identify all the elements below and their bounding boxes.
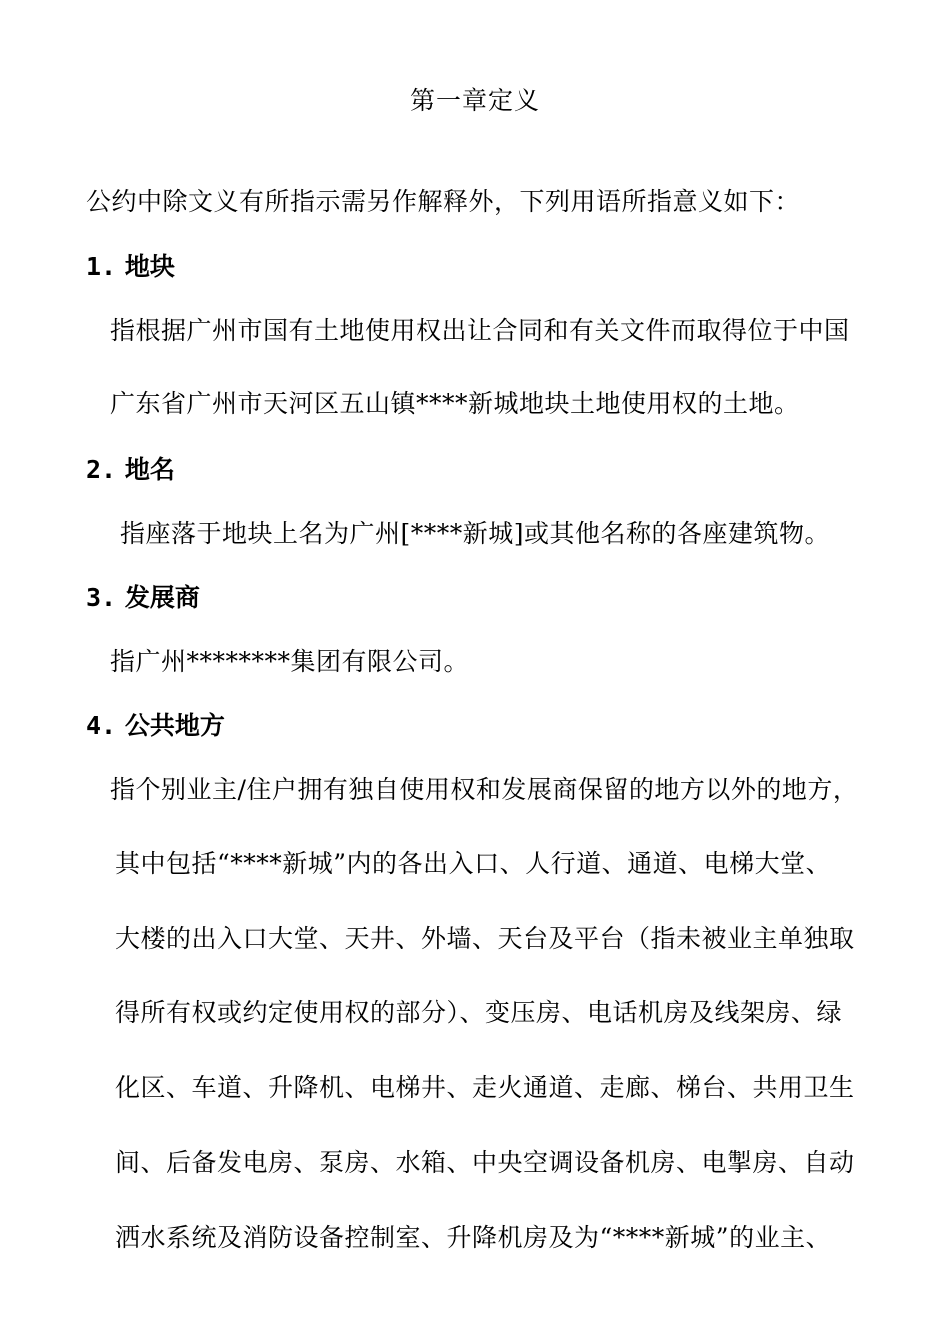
section-1-line-2: 广东省广州市天河区五山镇****新城地块土地使用权的土地。 [110,389,800,418]
section-4-line-7: 洒水系统及消防设备控制室、升降机房及为“****新城”的业主、 [115,1223,832,1252]
section-number: 1. [86,252,117,281]
chapter-title: 第一章定义 [409,86,540,115]
section-title: 发展商 [124,583,200,612]
section-title: 地名 [124,455,175,484]
section-4-line-3: 大楼的出入口大堂、天井、外墙、天台及平台（指未被业主单独取 [115,924,855,953]
intro-paragraph: 公约中除文义有所指示需另作解释外，下列用语所指意义如下： [86,187,801,216]
section-4-line-6: 间、后备发电房、泵房、水箱、中央空调设备机房、电掣房、自动 [115,1148,855,1177]
section-heading-4 [86,711,225,741]
section-heading-2 [86,455,175,485]
section-number: 3. [86,583,117,612]
section-title: 地块 [124,252,175,281]
section-title: 公共地方 [124,711,225,740]
section-number: 4. [86,711,117,740]
section-heading-1 [86,252,175,282]
section-heading-3 [86,583,200,613]
section-4-line-4: 得所有权或约定使用权的部分）、变压房、电话机房及线架房、绿 [115,998,843,1027]
section-3-line-1: 指广州********集团有限公司。 [110,647,470,676]
section-4-line-5: 化区、车道、升降机、电梯井、走火通道、走廊、梯台、共用卫生 [115,1073,855,1102]
section-2-line-1: 指座落于地块上名为广州[****新城]或其他名称的各座建筑物。 [120,519,831,548]
section-number: 2. [86,455,117,484]
section-4-line-1: 指个别业主/住户拥有独自使用权和发展商保留的地方以外的地方， [110,775,859,804]
section-4-line-2: 其中包括“****新城”内的各出入口、人行道、通道、电梯大堂、 [115,849,832,878]
section-1-line-1: 指根据广州市国有土地使用权出让合同和有关文件而取得位于中国 [110,316,850,345]
